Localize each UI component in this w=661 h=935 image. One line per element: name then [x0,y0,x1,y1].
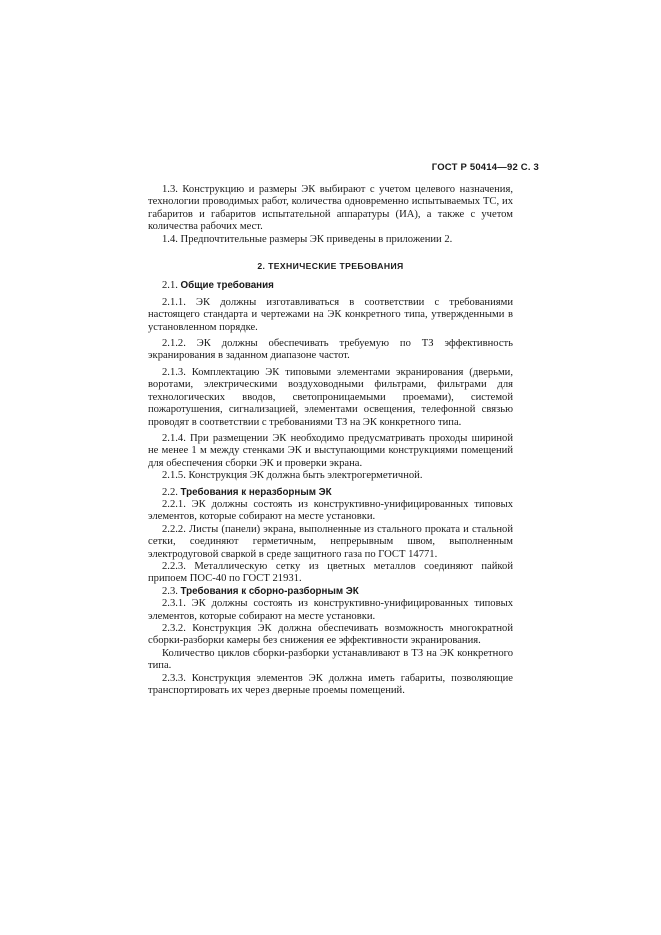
paragraph-1-4: 1.4. Предпочтительные размеры ЭК приведены в приложении 2. [162,233,453,245]
paragraph-2-1-3: 2.1.3. Комплектацию ЭК типовыми элементами экранирования (дверьми, воротами, электрическими воздуховодными фильтрами, фильтрами для технологических вводов, светопроницаемыми проемами), системой пожаротушения, сигнализацией, элементами освещения, телефонной связью проводят в соответствии с требованиями ТЗ на ЭК конкретного типа. [148,366,513,428]
paragraph-2-3-1: 2.3.1. ЭК должны состоять из конструктивно-унифицированных типовых элементов, которые собирают на месте установки. [148,598,513,622]
subsection-number: 2.1. [162,280,178,292]
page-header: ГОСТ Р 50414—92 С. 3 [431,162,539,173]
subsection-number: 2.2. [162,486,178,498]
paragraph-2-2-2: 2.2.2. Листы (панели) экрана, выполненные из стального проката и стальной сетки, соединяют герметичным, непрерывным швом, выполненным электродуговой сваркой в среде защитного газа по ГОСТ 14771. [148,523,513,560]
paragraph-2-1-1: 2.1.1. ЭК должны изготавливаться в соответствии с требованиями настоящего стандарта и чертежами на ЭК конкретного типа, утвержденными в установленном порядке. [148,296,513,333]
paragraph-1-3: 1.3. Конструкцию и размеры ЭК выбирают с учетом целевого назначения, технологии проводимых работ, количества одновременно испытываемых ТС, их габаритов и габаритов испытательной аппаратуры (ИА), а также с учетом количества рабочих мест. [148,184,513,233]
paragraph-2-1-5: 2.1.5. Конструкция ЭК должна быть электрогерметичной. [162,470,423,482]
subsection-2-3-title [148,586,513,598]
subsection-heading: Общие требования [180,280,274,292]
paragraph-2-3-note: Количество циклов сборки-разборки устанавливают в ТЗ на ЭК конкретного типа. [148,647,513,672]
paragraph-2-3-2: 2.3.2. Конструкция ЭК должна обеспечивать возможность многократной сборки-разборки камеры без снижения ее эффективности экранирования. [148,623,513,647]
subsection-2-2-title [148,487,513,499]
paragraph-2-1-2: 2.1.2. ЭК должны обеспечивать требуемую по ТЗ эффективность экранирования в заданном диапазоне частот. [148,338,513,362]
paragraph-2-2-1: 2.2.1. ЭК должны состоять из конструктивно-унифицированных типовых элементов, которые собирают на месте установки. [148,498,513,523]
subsection-number: 2.3. [162,585,178,597]
section-title: 2. ТЕХНИЧЕСКИЕ ТРЕБОВАНИЯ [257,261,404,272]
subsection-heading: Требования к неразборным ЭК [180,486,332,498]
paragraph-2-3-3: 2.3.3. Конструкция элементов ЭК должна иметь габариты, позволяющие транспортировать их через дверные проемы помещений. [148,672,513,697]
document-body [148,184,513,697]
subsection-2-1-title [148,280,513,292]
paragraph-2-1-4: 2.1.4. При размещении ЭК необходимо предусматривать проходы шириной не менее 1 м между стенками ЭК и выступающими конструкциями помещений для обеспечения сборки ЭК и проверки экрана. [148,432,513,469]
paragraph-2-2-3: 2.2.3. Металлическую сетку из цветных металлов соединяют пайкой припоем ПОС-40 по ГОСТ 21931. [148,560,513,585]
subsection-heading: Требования к сборно-разборным ЭК [180,585,359,597]
